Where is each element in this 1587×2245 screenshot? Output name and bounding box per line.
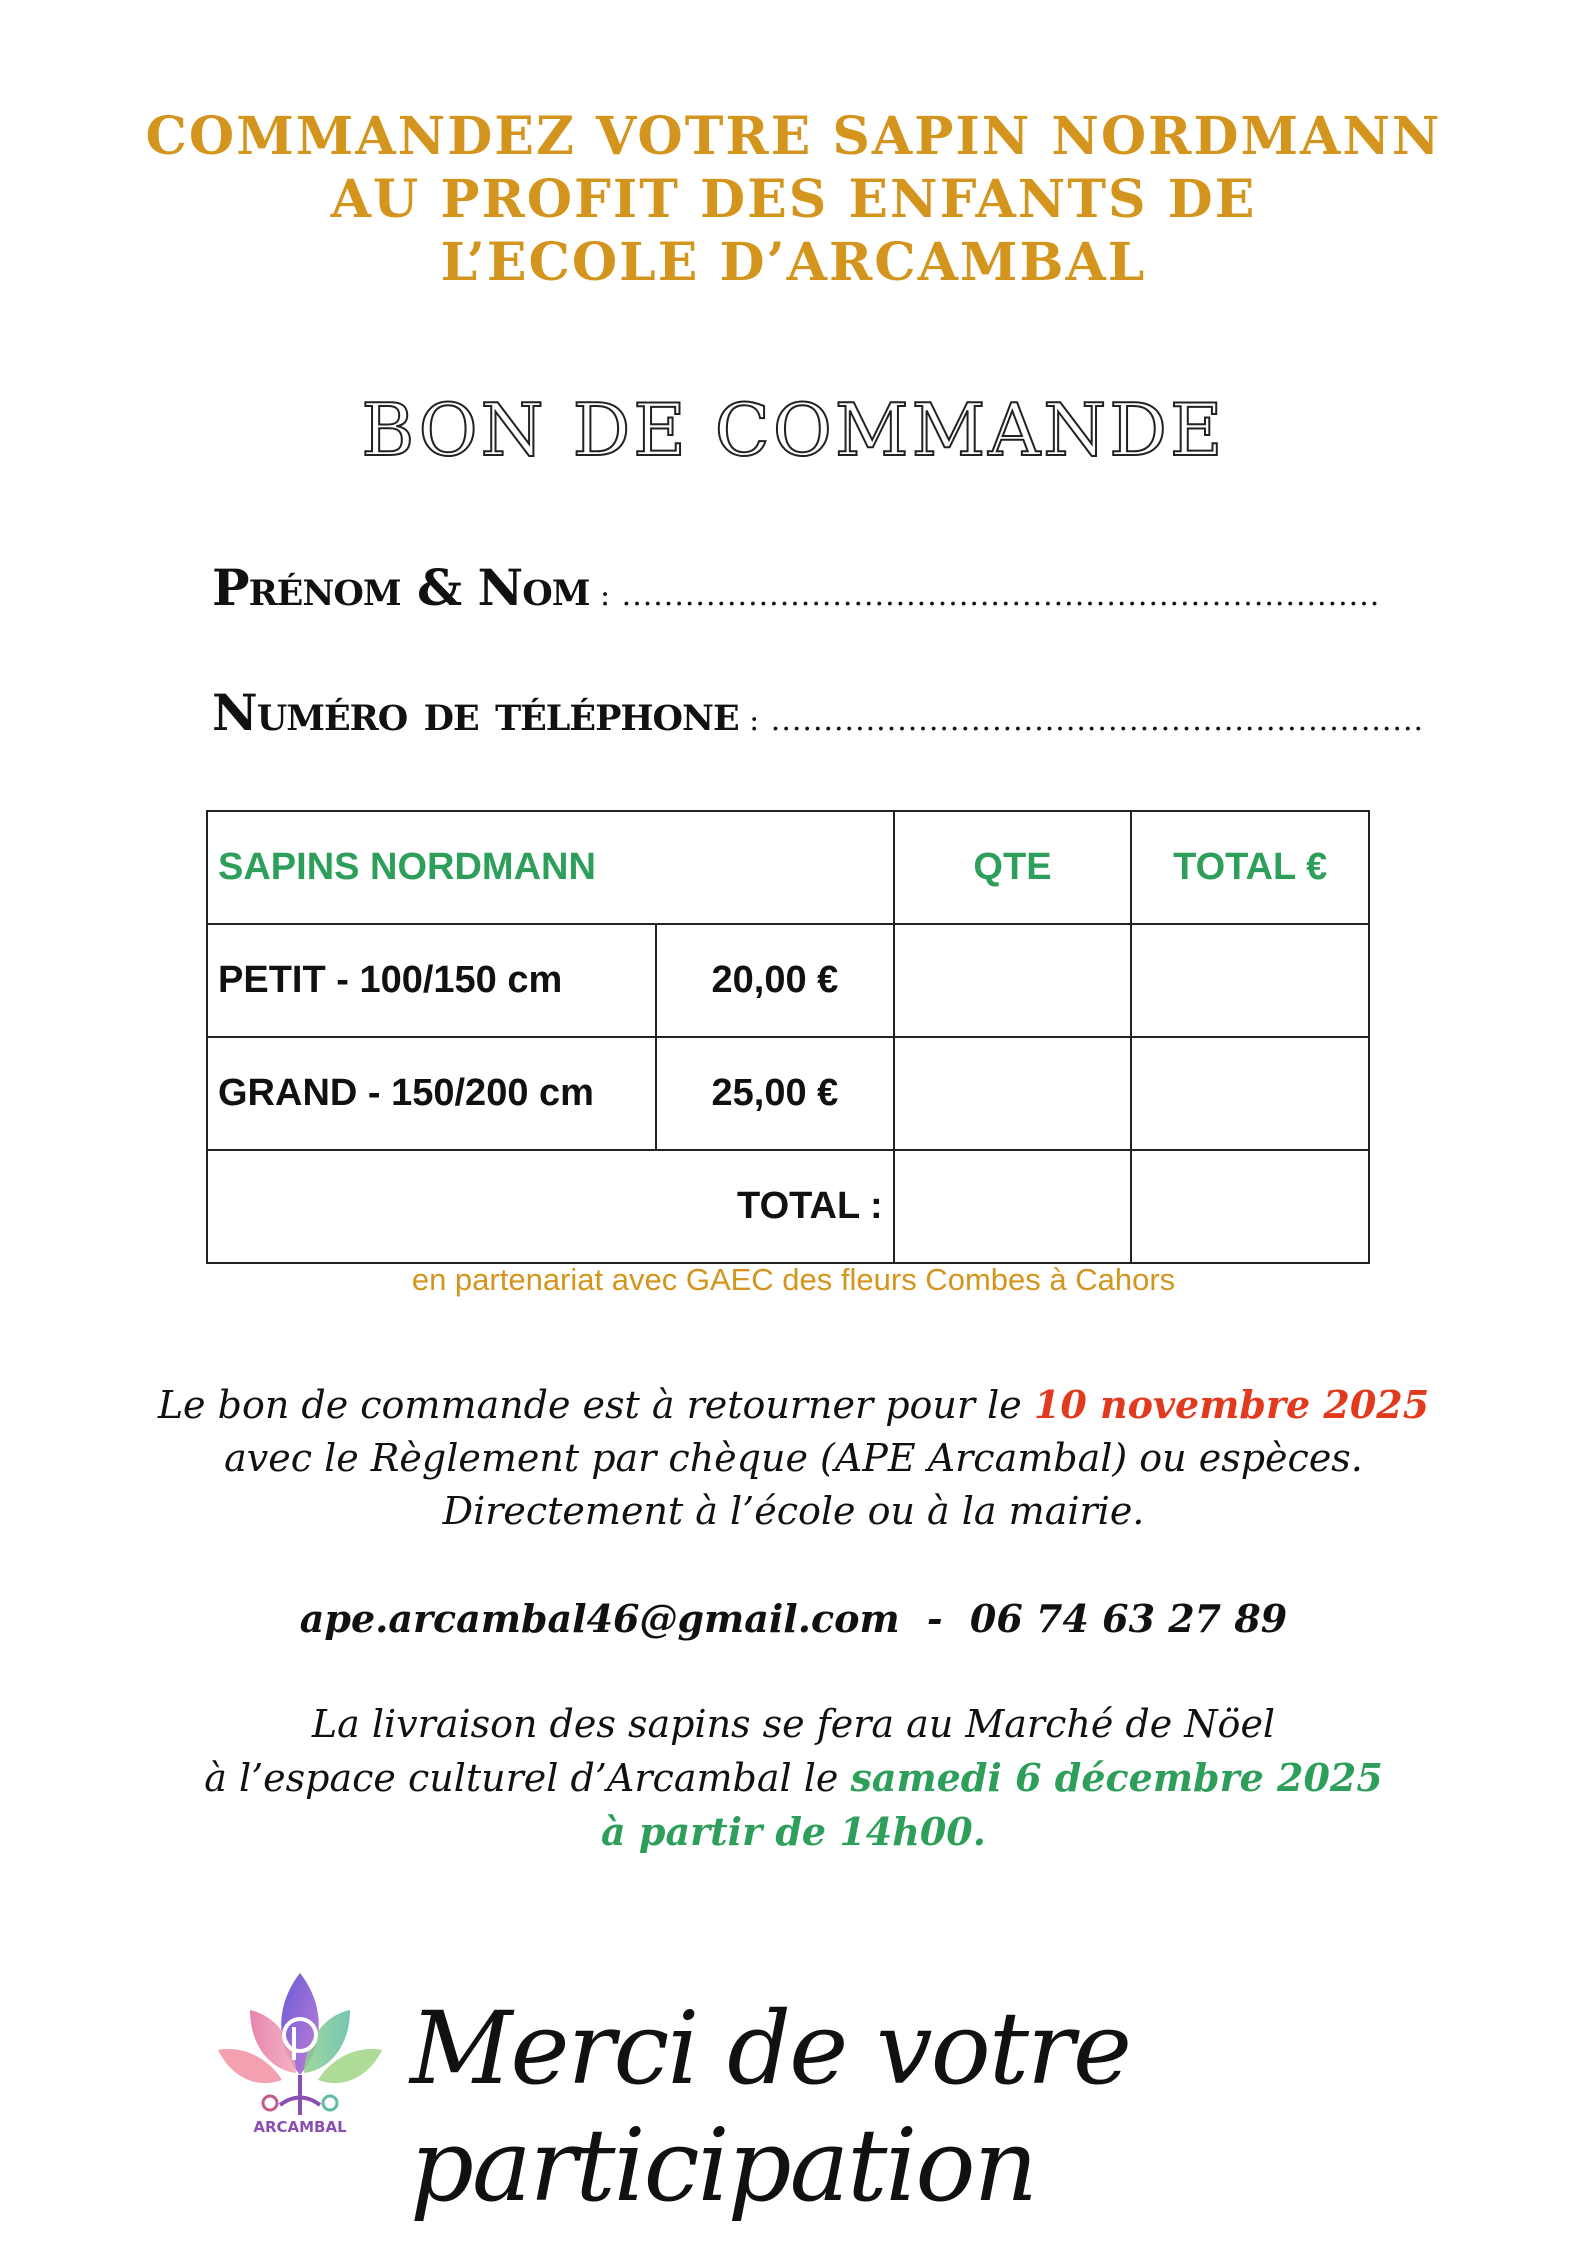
delivery-info bbox=[0, 1698, 1587, 1858]
instructions-line-3: Directement à l’école ou à la mairie. bbox=[442, 1489, 1145, 1533]
partner-note: en partenariat avec GAEC des fleurs Combes à Cahors bbox=[411, 1262, 1176, 1297]
delivery-text: à l’espace culturel d’Arcambal le bbox=[204, 1756, 851, 1800]
contact-line bbox=[0, 1592, 1587, 1645]
col-product-header: SAPINS NORDMANN bbox=[207, 811, 894, 924]
table-total-row bbox=[207, 1150, 1369, 1263]
instructions bbox=[0, 1378, 1587, 1538]
order-table bbox=[206, 810, 1370, 1264]
instructions-line-2: avec le Règlement par chèque (APE Arcambal) ou espèces. bbox=[224, 1436, 1363, 1480]
total-label: TOTAL : bbox=[207, 1150, 894, 1263]
contact-email[interactable]: ape.arcambal46@gmail.com bbox=[299, 1596, 900, 1641]
row-small-label: PETIT - 100/150 cm bbox=[207, 924, 656, 1037]
phone-dots: : .............................................................. bbox=[738, 703, 1425, 738]
row-small-total-cell[interactable] bbox=[1131, 924, 1369, 1037]
total-qty-cell[interactable] bbox=[894, 1150, 1132, 1263]
table-row bbox=[207, 1037, 1369, 1150]
name-dots: : ........................................................................ bbox=[589, 578, 1381, 613]
col-total-header: TOTAL € bbox=[1131, 811, 1369, 924]
row-small-qty-cell[interactable] bbox=[894, 924, 1132, 1037]
row-large-price: 25,00 € bbox=[656, 1037, 894, 1150]
row-large-total-cell[interactable] bbox=[1131, 1037, 1369, 1150]
contact-separator: - bbox=[913, 1596, 956, 1641]
col-qty-header: QTE bbox=[894, 811, 1132, 924]
delivery-line-2 bbox=[0, 1751, 1587, 1805]
table-row bbox=[207, 924, 1369, 1037]
instructions-text: Le bon de commande est à retourner pour le bbox=[157, 1383, 1034, 1427]
header-title bbox=[0, 105, 1587, 294]
total-amount-cell[interactable] bbox=[1131, 1150, 1369, 1263]
delivery-time: à partir de 14h00. bbox=[601, 1809, 986, 1854]
form-title: BON DE COMMANDE bbox=[361, 388, 1226, 472]
header-line-2: AU PROFIT DES ENFANTS DE bbox=[330, 169, 1257, 230]
contact-phone[interactable]: 06 74 63 27 89 bbox=[969, 1596, 1288, 1641]
header-line-3: L’ECOLE D’ARCAMBAL bbox=[440, 232, 1147, 293]
phone-field bbox=[212, 683, 1424, 742]
name-field bbox=[212, 558, 1380, 617]
thanks-message: Merci de votre participation bbox=[410, 1990, 1130, 2224]
row-small-price: 20,00 € bbox=[656, 924, 894, 1037]
delivery-date: samedi 6 décembre 2025 bbox=[850, 1755, 1383, 1800]
delivery-line-1: La livraison des sapins se fera au Marché de Nöel bbox=[311, 1702, 1276, 1746]
row-large-label: GRAND - 150/200 cm bbox=[207, 1037, 656, 1150]
name-label: Prénom & Nom bbox=[212, 558, 590, 617]
logo-name: ARCAMBAL bbox=[253, 2118, 347, 2136]
instructions-line-1 bbox=[0, 1378, 1587, 1432]
return-date: 10 novembre 2025 bbox=[1033, 1382, 1430, 1427]
phone-label: Numéro de téléphone bbox=[212, 683, 739, 742]
row-large-qty-cell[interactable] bbox=[894, 1037, 1132, 1150]
table-header-row bbox=[207, 811, 1369, 924]
header-line-1: COMMANDEZ VOTRE SAPIN NORDMANN bbox=[145, 106, 1442, 167]
